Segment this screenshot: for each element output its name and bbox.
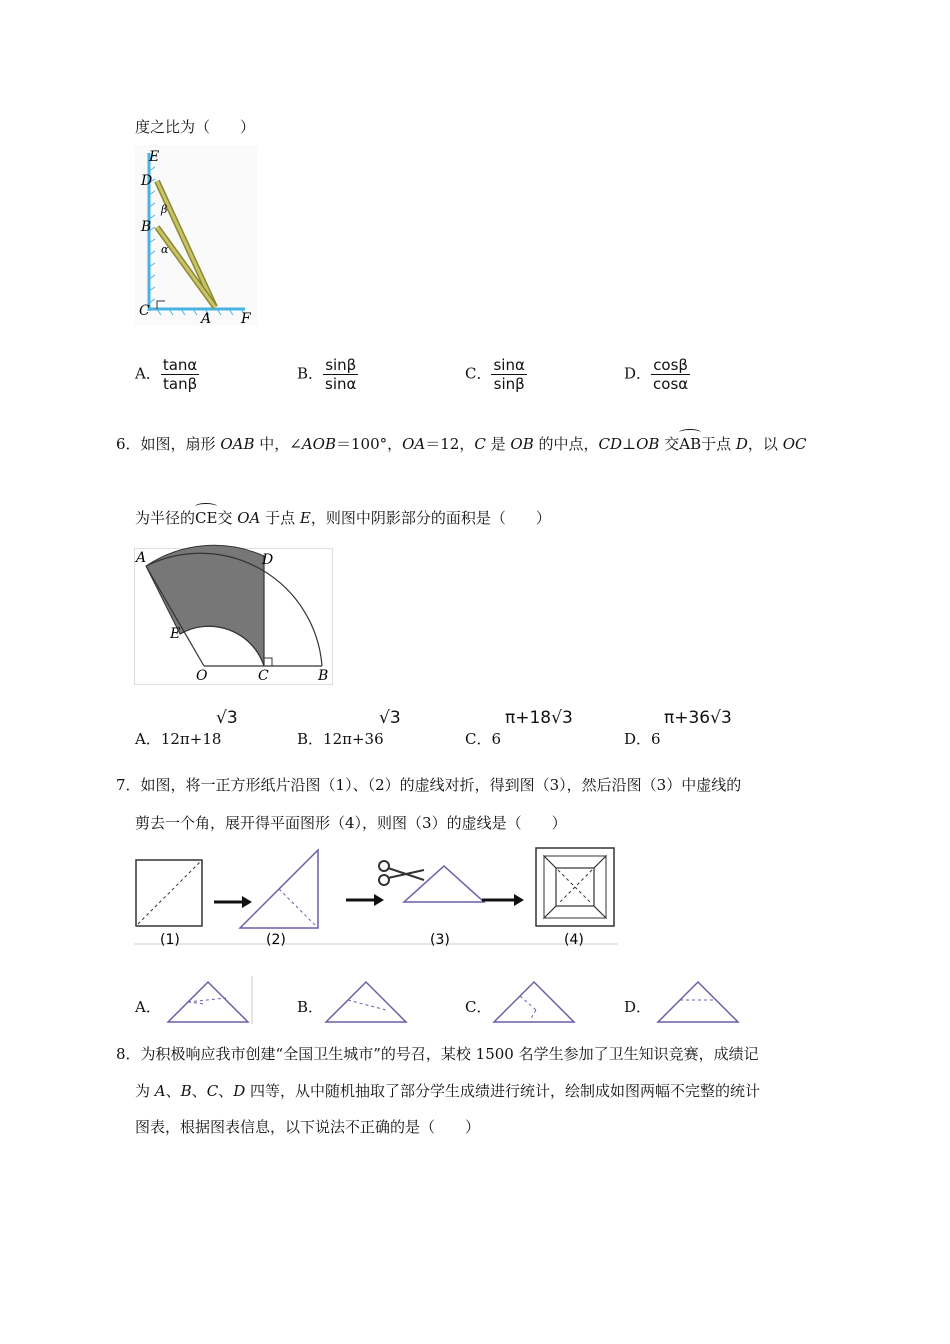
label-A: A: [201, 311, 212, 327]
label-alpha: α: [161, 243, 169, 256]
label-C: C: [258, 668, 269, 684]
q7-option-c[interactable]: C．: [465, 998, 492, 1016]
q7-option-a[interactable]: A．: [135, 998, 161, 1016]
q5-option-b[interactable]: B． $\frac{\sin\beta}{\sin\alpha}$: [297, 356, 357, 393]
q7-stem-line1: 7．如图，将一正方形纸片沿图（1）、（2）的虚线对折，得到图（3），然后沿图（3）中虚线的: [116, 776, 742, 794]
label-fig2: (2): [266, 932, 286, 948]
fraction: $\frac{\sin\alpha}{\sin\beta}$: [493, 356, 525, 393]
folding-diagram: [134, 844, 618, 948]
q6-option-c-sup: π+18√3: [505, 708, 573, 728]
q8-stem-line3: 图表，根据图表信息，以下说法不正确的是（ ）: [135, 1118, 481, 1136]
label-O: O: [196, 668, 208, 684]
q7-option-a-figure: [164, 976, 254, 1026]
ladder-diagram: [135, 145, 257, 325]
q6-option-a-sup: √3: [216, 708, 238, 728]
arc-AB: AB: [679, 435, 702, 453]
q8-stem-line1: 8．为积极响应我市创建“全国卫生城市”的号召，某校 1500 名学生参加了卫生知识竞赛，成绩记: [116, 1045, 759, 1063]
label-fig3: (3): [430, 932, 450, 948]
q5-option-d[interactable]: D． $\frac{\cos\beta}{\cos\alpha}$: [624, 356, 689, 393]
q7-option-b[interactable]: B．: [297, 998, 324, 1016]
label-C: C: [139, 303, 150, 319]
label-B: B: [318, 668, 329, 684]
q6-option-b-sup: √3: [379, 708, 401, 728]
q7-stem-line2: 剪去一个角，展开得平面图形（4），则图（3）的虚线是（ ）: [135, 814, 567, 832]
label-fig4: (4): [564, 932, 584, 948]
scissors-icon: [379, 861, 424, 885]
q7-option-b-figure: [322, 976, 412, 1026]
label-D: D: [262, 552, 274, 568]
label-fig1: (1): [160, 932, 180, 948]
label-E: E: [149, 149, 160, 165]
q6-stem-line2: 为半径的CE交 OA 于点 E，则图中阴影部分的面积是（ ）: [135, 509, 551, 527]
sector-diagram: [134, 548, 334, 686]
q7-option-d[interactable]: D．: [624, 998, 652, 1016]
q6-stem-line1: 6．如图，扇形 OAB 中，∠AOB＝100°，OA＝12，C 是 OB 的中点，CD⊥OB 交AB于点 D，以 OC: [116, 435, 807, 453]
q5-option-a[interactable]: A． $\frac{\tan\alpha}{\tan\beta}$: [135, 356, 198, 393]
label-E: E: [170, 626, 181, 642]
q6-option-c[interactable]: C．6: [465, 730, 502, 748]
q7-option-d-figure: [654, 976, 744, 1026]
label-B: B: [141, 219, 152, 235]
q8-stem-line2: 为 A、B、C、D 四等，从中随机抽取了部分学生成绩进行统计，绘制成如图两幅不完整的统计: [135, 1082, 760, 1100]
q6-option-d[interactable]: D．6: [624, 730, 661, 748]
label-D: D: [141, 173, 153, 189]
q5-ladder-figure: [135, 145, 257, 325]
fraction: $\frac{\sin\beta}{\sin\alpha}$: [325, 356, 357, 393]
arc-CE: CE: [195, 509, 218, 527]
q5-option-c[interactable]: C． $\frac{\sin\alpha}{\sin\beta}$: [465, 356, 525, 393]
q6-option-a[interactable]: A．12π+18: [135, 730, 222, 748]
q5-stem-tail: 度之比为（ ）: [135, 118, 256, 136]
q6-sector-figure: [134, 548, 334, 686]
label-A: A: [136, 550, 147, 566]
q6-option-b[interactable]: B．12π+36: [297, 730, 384, 748]
q7-folding-figure: [134, 844, 618, 948]
fraction: $\frac{\tan\alpha}{\tan\beta}$: [162, 356, 198, 393]
fraction: $\frac{\cos\beta}{\cos\alpha}$: [653, 356, 689, 393]
q7-option-c-figure: [490, 976, 580, 1026]
q6-option-d-sup: π+36√3: [664, 708, 732, 728]
label-beta: β: [161, 203, 168, 216]
label-F: F: [241, 311, 251, 327]
